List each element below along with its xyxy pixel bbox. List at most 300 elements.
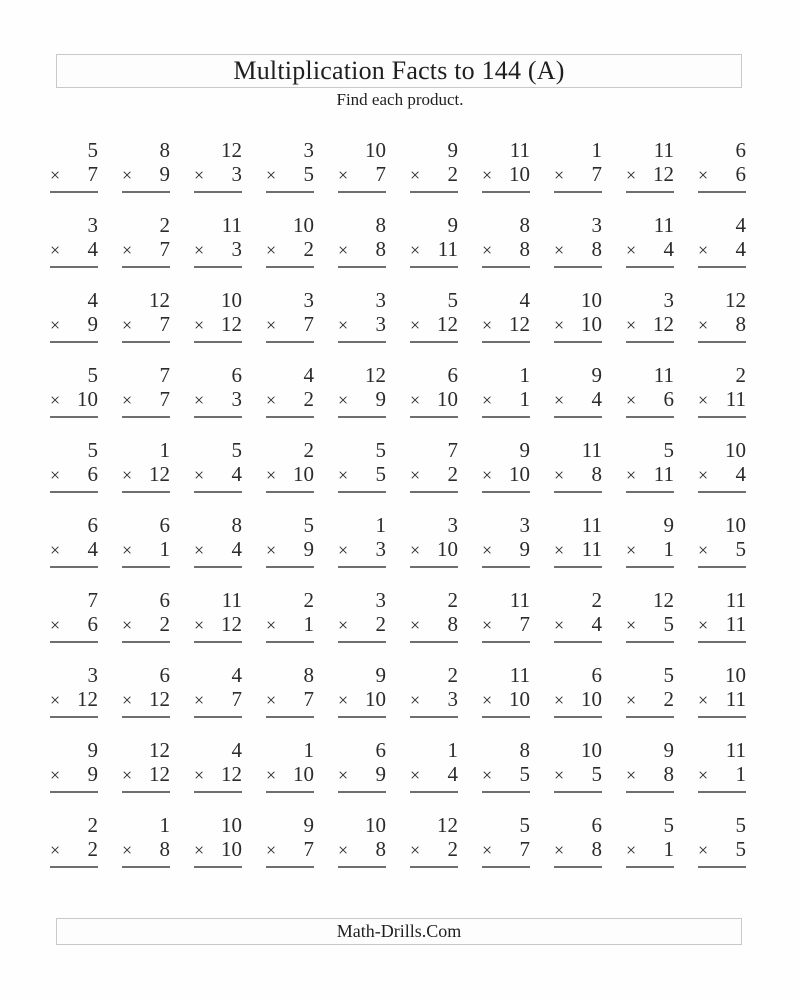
multiplier-line: [122, 687, 170, 712]
multiplier: 8: [375, 237, 386, 261]
answer-blank: [266, 491, 314, 493]
multiplication-problem: [534, 513, 606, 588]
multiplication-problem: [30, 138, 102, 213]
multiplier: 8: [591, 237, 602, 261]
multiplication-problem: [390, 288, 462, 363]
multiplier: 10: [221, 837, 242, 861]
multiplicand: 12: [149, 738, 170, 762]
multiplier: 5: [519, 762, 530, 786]
multiplication-problem: [534, 288, 606, 363]
answer-blank: [50, 191, 98, 193]
multiplier: 11: [581, 537, 602, 561]
worksheet-title: Multiplication Facts to 144 (A): [233, 56, 565, 85]
multiplier-line: [194, 462, 242, 487]
multiplier: 3: [231, 237, 242, 261]
answer-blank: [410, 491, 458, 493]
multiplier: 7: [591, 162, 602, 186]
answer-blank: [482, 716, 530, 718]
multiplier-line: [626, 462, 674, 487]
answer-blank: [338, 791, 386, 793]
multiplication-problem: [246, 813, 318, 888]
multiplier-line: [50, 837, 98, 862]
multiplier: 8: [447, 612, 458, 636]
multiplication-problem: [246, 138, 318, 213]
multiply-sign: ×: [194, 840, 205, 860]
multiplier-line: [626, 387, 674, 412]
multiplier-line: [410, 162, 458, 187]
multiplier-line: [698, 612, 746, 637]
multiplication-problem: [462, 813, 534, 888]
multiplicand: 10: [725, 513, 746, 537]
multiply-sign: ×: [266, 465, 277, 485]
answer-blank: [194, 791, 242, 793]
multiplier-line: [266, 312, 314, 337]
footer-box: [56, 918, 742, 945]
multiply-sign: ×: [194, 690, 205, 710]
multiply-sign: ×: [554, 690, 565, 710]
multiply-sign: ×: [266, 390, 277, 410]
multiplier: 1: [663, 537, 674, 561]
multiplier-line: [554, 237, 602, 262]
multiplier: 4: [735, 237, 746, 261]
multiplication-problem: [174, 288, 246, 363]
multiplier: 3: [375, 312, 386, 336]
multiplier-line: [482, 312, 530, 337]
multiplicand: 5: [87, 363, 98, 387]
answer-blank: [50, 266, 98, 268]
multiplicand: 10: [725, 663, 746, 687]
multiplier: 4: [447, 762, 458, 786]
multiplication-problem: [462, 213, 534, 288]
multiplier-line: [554, 612, 602, 637]
multiplier: 3: [231, 162, 242, 186]
multiplier: 7: [519, 837, 530, 861]
multiply-sign: ×: [194, 615, 205, 635]
multiply-sign: ×: [50, 540, 61, 560]
multiplicand: 11: [653, 138, 674, 162]
multiply-sign: ×: [194, 465, 205, 485]
answer-blank: [122, 416, 170, 418]
multiplication-problem: [102, 438, 174, 513]
multiplier-line: [554, 162, 602, 187]
answer-blank: [626, 341, 674, 343]
multiplier-line: [194, 387, 242, 412]
multiplier-line: [122, 462, 170, 487]
multiply-sign: ×: [482, 165, 493, 185]
multiplier-line: [698, 837, 746, 862]
multiplicand: 8: [231, 513, 242, 537]
title-box: [56, 54, 742, 88]
answer-blank: [698, 341, 746, 343]
multiplier: 9: [519, 537, 530, 561]
answer-blank: [266, 566, 314, 568]
multiplicand: 2: [159, 213, 170, 237]
multiplier: 4: [591, 612, 602, 636]
multiplier-line: [266, 762, 314, 787]
multiplier: 10: [437, 387, 458, 411]
multiply-sign: ×: [554, 390, 565, 410]
multiplicand: 9: [447, 213, 458, 237]
multiply-sign: ×: [122, 165, 133, 185]
multiply-sign: ×: [194, 765, 205, 785]
multiplier-line: [122, 237, 170, 262]
answer-blank: [50, 791, 98, 793]
multiplier-line: [194, 237, 242, 262]
multiplier-line: [698, 387, 746, 412]
answer-blank: [338, 491, 386, 493]
multiplication-problem: [606, 438, 678, 513]
multiplication-problem: [390, 138, 462, 213]
multiplier: 10: [509, 687, 530, 711]
multiplier: 7: [303, 687, 314, 711]
multiplicand: 9: [303, 813, 314, 837]
multiply-sign: ×: [50, 465, 61, 485]
answer-blank: [482, 416, 530, 418]
multiplier-line: [50, 162, 98, 187]
multiplicand: 6: [87, 513, 98, 537]
multiplicand: 6: [375, 738, 386, 762]
multiplicand: 3: [447, 513, 458, 537]
multiplier: 10: [581, 312, 602, 336]
multiplicand: 12: [221, 138, 242, 162]
multiplier: 7: [303, 312, 314, 336]
multiplicand: 4: [231, 663, 242, 687]
multiplication-problem: [102, 213, 174, 288]
multiplier-line: [338, 762, 386, 787]
multiplier: 6: [663, 387, 674, 411]
answer-blank: [482, 566, 530, 568]
answer-blank: [50, 641, 98, 643]
answer-blank: [50, 491, 98, 493]
answer-blank: [626, 566, 674, 568]
multiply-sign: ×: [338, 165, 349, 185]
multiplication-problem: [606, 138, 678, 213]
multiply-sign: ×: [338, 540, 349, 560]
multiplicand: 4: [519, 288, 530, 312]
multiplier-line: [50, 687, 98, 712]
multiplicand: 8: [303, 663, 314, 687]
multiplication-problem: [174, 813, 246, 888]
multiplier-line: [698, 162, 746, 187]
multiplier: 6: [87, 612, 98, 636]
answer-blank: [194, 191, 242, 193]
multiply-sign: ×: [698, 690, 709, 710]
multiplier: 12: [437, 312, 458, 336]
multiplier-line: [482, 237, 530, 262]
multiply-sign: ×: [50, 165, 61, 185]
multiplicand: 10: [365, 813, 386, 837]
multiply-sign: ×: [626, 165, 637, 185]
multiplicand: 1: [303, 738, 314, 762]
answer-blank: [194, 491, 242, 493]
answer-blank: [266, 416, 314, 418]
multiplicand: 6: [591, 813, 602, 837]
answer-blank: [698, 416, 746, 418]
multiplicand: 3: [375, 288, 386, 312]
multiplication-problem: [102, 663, 174, 738]
multiplier-line: [554, 537, 602, 562]
multiplicand: 5: [87, 438, 98, 462]
multiply-sign: ×: [482, 390, 493, 410]
multiplicand: 9: [663, 738, 674, 762]
multiplier-line: [266, 837, 314, 862]
multiplicand: 7: [447, 438, 458, 462]
multiplier-line: [482, 837, 530, 862]
multiplicand: 8: [375, 213, 386, 237]
answer-blank: [410, 566, 458, 568]
multiplier-line: [266, 462, 314, 487]
answer-blank: [482, 866, 530, 868]
multiplication-problem: [174, 588, 246, 663]
multiplication-problem: [678, 138, 750, 213]
multiplier-line: [194, 762, 242, 787]
multiply-sign: ×: [266, 540, 277, 560]
multiply-sign: ×: [410, 390, 421, 410]
answer-blank: [554, 191, 602, 193]
multiplication-problem: [534, 138, 606, 213]
multiplicand: 3: [375, 588, 386, 612]
answer-blank: [554, 566, 602, 568]
answer-blank: [194, 716, 242, 718]
multiplication-problem: [174, 438, 246, 513]
multiplier: 7: [519, 612, 530, 636]
answer-blank: [554, 416, 602, 418]
multiplicand: 12: [725, 288, 746, 312]
multiplier: 9: [87, 312, 98, 336]
answer-blank: [122, 566, 170, 568]
multiplier-line: [698, 462, 746, 487]
multiplicand: 10: [581, 288, 602, 312]
multiply-sign: ×: [554, 840, 565, 860]
answer-blank: [338, 416, 386, 418]
multiplicand: 3: [591, 213, 602, 237]
multiplier-line: [410, 537, 458, 562]
multiplier: 12: [149, 462, 170, 486]
multiply-sign: ×: [626, 390, 637, 410]
multiplicand: 4: [87, 288, 98, 312]
multiplication-problem: [102, 363, 174, 438]
multiplicand: 11: [509, 588, 530, 612]
answer-blank: [50, 716, 98, 718]
multiplier: 5: [663, 612, 674, 636]
multiply-sign: ×: [266, 165, 277, 185]
multiplier-line: [194, 612, 242, 637]
answer-blank: [410, 266, 458, 268]
multiplier-line: [554, 762, 602, 787]
multiply-sign: ×: [410, 765, 421, 785]
multiplier: 1: [159, 537, 170, 561]
multiplicand: 11: [581, 438, 602, 462]
answer-blank: [338, 866, 386, 868]
answer-blank: [122, 716, 170, 718]
multiplication-problem: [246, 438, 318, 513]
multiplier: 7: [159, 237, 170, 261]
multiply-sign: ×: [626, 540, 637, 560]
multiplier: 2: [303, 237, 314, 261]
multiplier-line: [482, 612, 530, 637]
answer-blank: [554, 641, 602, 643]
multiplier: 12: [77, 687, 98, 711]
multiplication-problem: [678, 513, 750, 588]
answer-blank: [50, 866, 98, 868]
multiplication-problem: [102, 738, 174, 813]
multiply-sign: ×: [338, 315, 349, 335]
answer-blank: [50, 416, 98, 418]
answer-blank: [626, 641, 674, 643]
multiplier: 5: [591, 762, 602, 786]
multiply-sign: ×: [626, 765, 637, 785]
multiplier: 2: [663, 687, 674, 711]
multiplier: 5: [735, 537, 746, 561]
multiplication-problem: [318, 588, 390, 663]
multiplier-line: [194, 312, 242, 337]
multiply-sign: ×: [266, 315, 277, 335]
multiply-sign: ×: [698, 765, 709, 785]
answer-blank: [482, 191, 530, 193]
multiplication-problem: [246, 588, 318, 663]
multiplication-problem: [678, 363, 750, 438]
multiplication-problem: [390, 213, 462, 288]
answer-blank: [482, 791, 530, 793]
answer-blank: [410, 641, 458, 643]
answer-blank: [338, 716, 386, 718]
multiply-sign: ×: [122, 615, 133, 635]
answer-blank: [482, 341, 530, 343]
multiplier: 5: [303, 162, 314, 186]
multiply-sign: ×: [554, 540, 565, 560]
multiplier-line: [338, 837, 386, 862]
multiplicand: 9: [87, 738, 98, 762]
multiplier-line: [410, 237, 458, 262]
multiplier-line: [410, 762, 458, 787]
multiply-sign: ×: [410, 240, 421, 260]
multiplier-line: [266, 612, 314, 637]
multiplier-line: [626, 687, 674, 712]
multiply-sign: ×: [410, 315, 421, 335]
multiply-sign: ×: [410, 465, 421, 485]
multiplier: 2: [447, 462, 458, 486]
multiplicand: 3: [303, 138, 314, 162]
multiplicand: 1: [519, 363, 530, 387]
multiplier-line: [698, 687, 746, 712]
multiplier-line: [482, 762, 530, 787]
answer-blank: [626, 791, 674, 793]
multiplication-problem: [318, 738, 390, 813]
multiplier-line: [50, 537, 98, 562]
multiplier-line: [554, 387, 602, 412]
multiply-sign: ×: [554, 465, 565, 485]
answer-blank: [410, 341, 458, 343]
answer-blank: [698, 866, 746, 868]
answer-blank: [50, 341, 98, 343]
multiplication-problem: [102, 288, 174, 363]
multiplier-line: [122, 537, 170, 562]
multiplicand: 5: [231, 438, 242, 462]
multiplier-line: [50, 387, 98, 412]
multiplicand: 11: [509, 138, 530, 162]
multiply-sign: ×: [50, 615, 61, 635]
answer-blank: [626, 191, 674, 193]
problems-grid: [30, 138, 750, 888]
multiplier: 12: [221, 762, 242, 786]
multiply-sign: ×: [122, 765, 133, 785]
multiplier: 11: [437, 237, 458, 261]
multiplicand: 6: [159, 513, 170, 537]
multiply-sign: ×: [338, 240, 349, 260]
multiply-sign: ×: [122, 240, 133, 260]
multiply-sign: ×: [50, 765, 61, 785]
multiplication-problem: [246, 363, 318, 438]
multiplication-problem: [246, 738, 318, 813]
multiplicand: 6: [231, 363, 242, 387]
multiply-sign: ×: [626, 240, 637, 260]
multiplicand: 5: [303, 513, 314, 537]
multiplicand: 10: [293, 213, 314, 237]
multiply-sign: ×: [482, 615, 493, 635]
multiply-sign: ×: [266, 615, 277, 635]
multiplier-line: [482, 462, 530, 487]
multiplication-problem: [678, 438, 750, 513]
multiplication-problem: [174, 663, 246, 738]
multiplier-line: [338, 237, 386, 262]
multiplication-problem: [30, 663, 102, 738]
answer-blank: [266, 866, 314, 868]
multiply-sign: ×: [266, 765, 277, 785]
multiplication-problem: [174, 513, 246, 588]
multiplier: 10: [293, 462, 314, 486]
multiplicand: 6: [159, 588, 170, 612]
multiplicand: 2: [591, 588, 602, 612]
multiply-sign: ×: [338, 690, 349, 710]
multiplicand: 6: [735, 138, 746, 162]
multiply-sign: ×: [194, 315, 205, 335]
multiply-sign: ×: [122, 390, 133, 410]
multiplier: 10: [437, 537, 458, 561]
multiplication-problem: [534, 213, 606, 288]
multiply-sign: ×: [50, 690, 61, 710]
multiply-sign: ×: [194, 390, 205, 410]
answer-blank: [194, 641, 242, 643]
multiply-sign: ×: [698, 240, 709, 260]
multiplicand: 11: [653, 363, 674, 387]
answer-blank: [410, 716, 458, 718]
multiplier-line: [698, 537, 746, 562]
multiply-sign: ×: [482, 840, 493, 860]
multiplier-line: [410, 387, 458, 412]
multiplier: 2: [375, 612, 386, 636]
multiplicand: 5: [735, 813, 746, 837]
multiplier-line: [338, 687, 386, 712]
answer-blank: [554, 341, 602, 343]
multiplier-line: [122, 612, 170, 637]
answer-blank: [626, 416, 674, 418]
multiplier: 6: [87, 462, 98, 486]
multiplication-problem: [678, 813, 750, 888]
answer-blank: [338, 191, 386, 193]
multiplication-problem: [606, 738, 678, 813]
answer-blank: [410, 791, 458, 793]
answer-blank: [122, 191, 170, 193]
multiplicand: 11: [221, 588, 242, 612]
multiplication-problem: [678, 213, 750, 288]
answer-blank: [338, 566, 386, 568]
multiply-sign: ×: [410, 540, 421, 560]
multiplier: 9: [303, 537, 314, 561]
multiply-sign: ×: [338, 615, 349, 635]
multiply-sign: ×: [482, 315, 493, 335]
multiplicand: 8: [519, 213, 530, 237]
multiplier-line: [554, 462, 602, 487]
